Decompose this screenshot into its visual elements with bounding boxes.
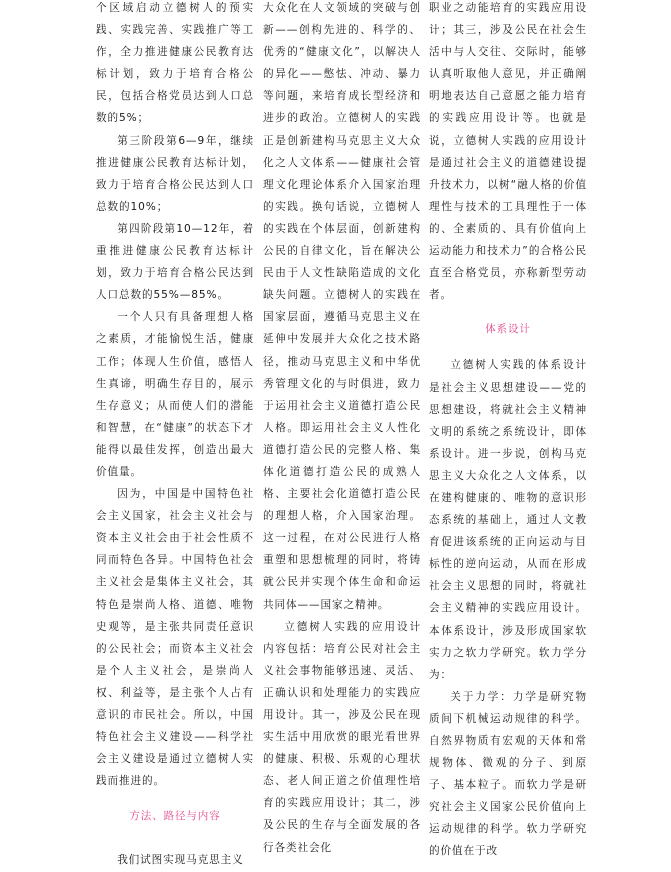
paragraph: 立德树人实践的体系设计是社会主义思想建设——党的思想建设，将就社会主义精神文明的系统之系统设计，即体系设计。进一步说，创构马克思主义大众化之人文体系，以在建构健康的、唯物的意识形态系统的基础上，通过人文教育促进该系统的正向运动与目标性的逆向运动，从而在形成社会主义思想的同时，将就社会主义精神的实践应用设计。本体系设计，涉及形成国家软实力之软力学研究。软力学分为： [429, 359, 587, 681]
paragraph: 我们试图实现马克思主义 [117, 854, 244, 867]
paragraph: 第四阶段第10—12年，着重推进健康公民教育达标计划，致力于培育合格公民达到人口总数的55%—85%。 [96, 222, 254, 302]
text-column-middle [263, 0, 421, 859]
paragraph: 职业之动能培育的实践应用设计；其三，涉及公民在社会生活中与人交往、交际时，能够认真听取他人意见，并正确阐明地表达自己意愿之能力培育的实践应用设计等。也就是说，立德树人实践的应用设计是通过社会主义的道德建设提升技术力，以树“融人格的价值理性与技术的工具理性于一体的、全素质的、具有价值向上运动能力和技术力”的合格公民直至合格党员，亦称新型劳动者。 [429, 2, 587, 302]
paragraph: 关于力学：力学是研究物质间下机械运动规律的科学。自然界物质有宏观的天体和常规物体、微观的分子、到原子、基本粒子。而软力学是研究社会主义国家公民价值向上运动规律的科学。软力学研究的价值在于改 [429, 690, 587, 858]
paragraph: 个区域启动立德树人的预实践、实践完善、实践推广等工作，全力推进健康公民教育达标计划，致力于培育合格公民，包括合格党员达到人口总数的5%； [96, 2, 254, 125]
paragraph: 第三阶段第6—9年，继续推进健康公民教育达标计划，致力于培育合格公民达到人口总数的10%； [96, 134, 254, 213]
paragraph: 因为，中国是中国特色社会主义国家，社会主义社会与资本主义社会由于社会性质不同而特色各异。中国特色社会主义社会是集体主义社会，其特色是崇尚人格、道德、唯物史观等，是主张共同责任意识的公民社会；而资本主义社会是个人主义社会，是崇尚人权、利益等，是主张个人占有意识的市民社会。所以，中国特色社会主义建设——科学社会主义建设是通过立德树人实践而推进的。 [96, 488, 254, 788]
section-heading: 方法、路径与内容 [129, 810, 221, 823]
section-heading: 体系设计 [485, 323, 531, 336]
text-column-left [96, 0, 254, 872]
paragraph: 大众化在人文领域的突破与创新——创构先进的、科学的、优秀的“健康文化”，以解决人的异化——憋怯、冲动、暴力等问题，来培育成长型经济和进步的政治。立德树人的实践正是创新建构马克思主义大众化之人文体系——健康社会管理文化理论体系介入国家治理的实践。换句话说，立德树人的实践在个体层面，创新建构公民的自律文化，旨在解决公民由于人文性缺陷造成的文化缺失问题。立德树人的实践在国家层面，遵循马克思主义在延伸中发展并大众化之技术路径，推动马克思主义和中华优秀管理文化的与时俱进，致力于运用社会主义道德打造公民人格。即运用社会主义人性化道德打造公民的完整人格、集体化道德打造公民的成熟人格、主要社会化道德打造公民的理想人格，介入国家治理。这一过程，在对公民进行人格重塑和思想梳理的同时，将铸就公民并实现个体生命和命运共同体——国家之精神。 [263, 2, 421, 611]
paragraph: 一个人只有具备理想人格之素质，才能愉悦生活，健康工作；体现人生价值，感悟人生真谛，明确生存目的，展示生存意义；从而使人们的潜能和智慧，在“健康”的状态下才能得以最佳发挥，创造出最大价值量。 [96, 311, 254, 478]
text-column-right [429, 0, 587, 863]
paragraph: 立德树人实践的应用设计内容包括：培育公民对社会主义社会事物能够迅速、灵活、正确认识和处理能力的实践应用设计。其一，涉及公民在现实生活中用欣赏的眼光看世界的健康、积极、乐观的心理状态、老人间正道之价值理性培育的实践应用设计；其二，涉及公民的生存与全面发展的各行各类社会化 [263, 620, 421, 854]
